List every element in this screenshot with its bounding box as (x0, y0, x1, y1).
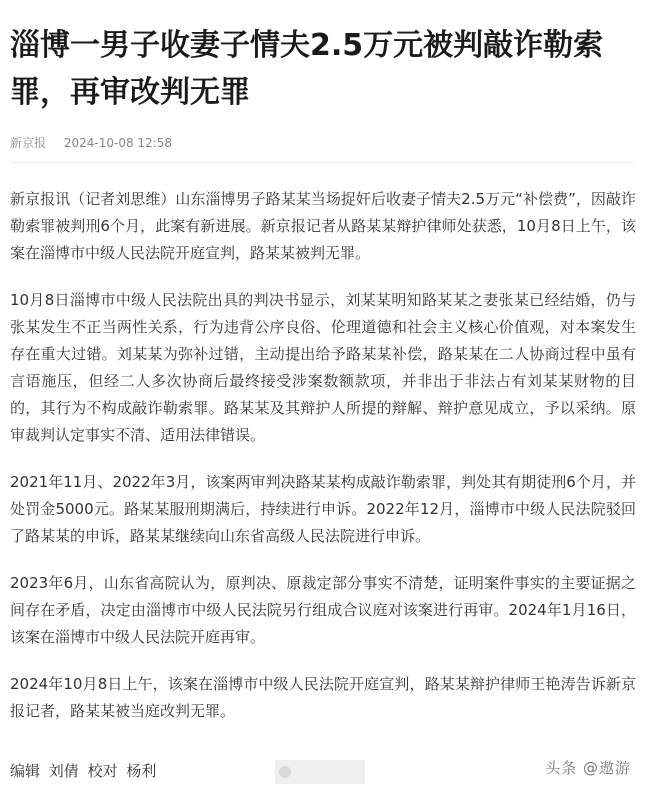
paragraph-4: 2023年6月，山东省高院认为，原判决、原裁定部分事实不清楚，证明案件事实的主要证据之间存在矛盾，决定由淄博市中级人民法院另行组成合议庭对该案进行再审。2024年1月16日，该案在淄博市中级人民法院开庭再审。 (10, 574, 636, 646)
article-source[interactable]: 新京报 (10, 136, 47, 150)
paragraph-3: 2021年11月、2022年3月，该案两审判决路某某构成敲诈勒索罪，判处其有期徒刑6个月，并处罚金5000元。路某某服刑期满后，持续进行申诉。2022年12月，淄博市中级人民法院驳回了路某某的申诉，路某某继续向山东省高级人民法院进行申诉。 (10, 473, 636, 545)
article-meta (10, 134, 186, 151)
editor-name: 刘倩 (48, 762, 79, 780)
paragraph-1: 新京报讯（记者刘思维）山东淄博男子路某某当场捉奸后收妻子情夫2.5万元“补偿费”，因敲诈勒索罪被判刑6个月，此案有新进展。新京报记者从路某某辩护律师处获悉，10月8日上午，该案在淄博市中级人民法院开庭宣判，路某某被判无罪。 (10, 190, 636, 262)
article-datetime: 2024-10-08 12:58 (63, 136, 172, 150)
platform-watermark: 头条 @遨游 (545, 759, 631, 777)
proofreader-name: 杨利 (126, 762, 157, 780)
article-title: 淄博一男子收妻子情夫2.5万元被判敲诈勒索罪，再审改判无罪 (10, 28, 604, 110)
paragraph-2: 10月8日淄博市中级人民法院出具的判决书显示，刘某某明知路某某之妻张某已经结婚，仍与张某发生不正当两性关系，行为违背公序良俗、伦理道德和社会主义核心价值观，对本案发生存在重大过错。刘某某为弥补过错，主动提出给予路某某补偿，路某某在二人协商过程中虽有言语施压，但经二人多次协商后最终接受涉案数额款项，并非出于非法占有刘某某财物的目的，其行为不构成敲诈勒索罪。路某某及其辩护人所提的辩解、辩护意见成立，予以采纳。原审裁判认定事实不清、适用法律错误。 (10, 291, 636, 444)
divider (10, 162, 635, 163)
proofreader-label: 校对 (87, 762, 118, 780)
article-body (10, 186, 636, 745)
editor-credits (10, 760, 160, 781)
watermark-dot-icon (279, 766, 291, 778)
redacted-watermark (275, 760, 365, 784)
editor-label: 编辑 (10, 762, 41, 780)
paragraph-5: 2024年10月8日上午，该案在淄博市中级人民法院开庭宣判，路某某辩护律师王艳涛告诉新京报记者，路某某被当庭改判无罪。 (10, 675, 636, 720)
